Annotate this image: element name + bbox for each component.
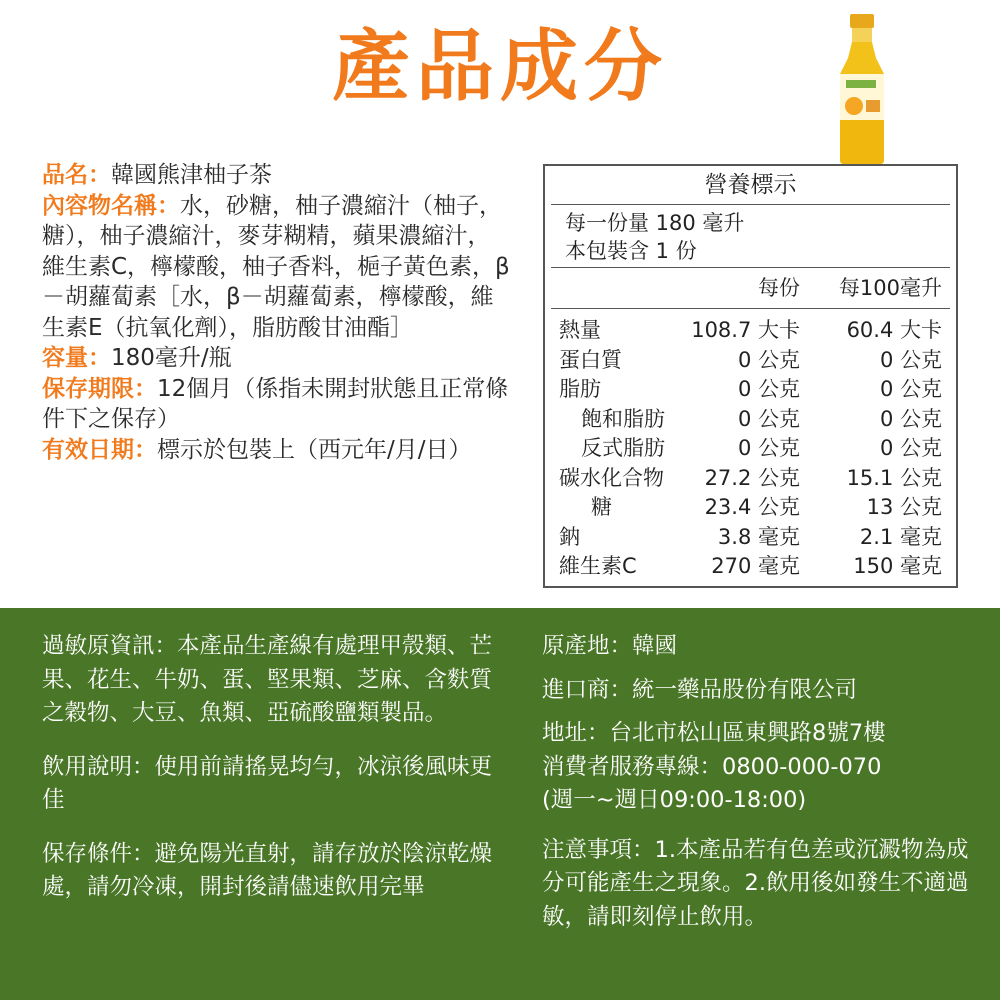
nutrition-row <box>551 552 950 582</box>
storage-info: 保存條件：避免陽光直射，請存放於陰涼乾燥處，請勿冷凍，開封後請儘速飲用完畢 <box>42 840 493 900</box>
nutrient-per-100ml: 2.1 毫克 <box>859 524 942 549</box>
nutrient-per-serving: 27.2 公克 <box>704 465 800 490</box>
product-info <box>42 160 512 465</box>
nutrient-name: 脂肪 <box>559 377 601 401</box>
nutrition-rows <box>551 309 950 582</box>
nutrient-per-serving: 270 毫克 <box>711 554 800 578</box>
page-title: 產品成分 <box>331 22 668 112</box>
nutrient-per-serving: 0 公克 <box>737 377 800 401</box>
bottle-image <box>836 14 888 164</box>
col-per-serving: 每份 <box>758 276 800 300</box>
product-contents: 內容物名稱：水，砂糖，柚子濃縮汁（柚子，糖），柚子濃縮汁，麥芽糊精，蘋果濃縮汁，維生素C，檸檬酸，柚子香料，梔子黃色素，β－胡蘿蔔素［水，β－胡蘿蔔素，檸檬酸，維生素E（抗氧化劑），脂肪酸甘油酯］ <box>42 192 510 341</box>
product-shelf-life: 保存期限：12個月（係指未開封狀態且正常條件下之保存） <box>42 375 509 432</box>
nutrient-name: 碳水化合物 <box>559 465 664 490</box>
serving-size: 每一份量 180 毫升 <box>565 211 745 235</box>
nutrition-row <box>551 316 950 346</box>
usage-info: 飲用說明：使用前請搖晃均勻，冰涼後風味更佳 <box>42 753 493 813</box>
nutrient-name: 熱量 <box>559 318 601 342</box>
nutrient-per-100ml: 60.4 大卡 <box>846 318 942 342</box>
nutrition-row <box>551 464 950 494</box>
serving-info <box>551 205 950 268</box>
nutrient-per-serving: 0 公克 <box>737 436 800 460</box>
nutrient-name: 維生素C <box>559 554 637 578</box>
product-volume: 容量：180毫升/瓶 <box>42 345 232 371</box>
nutrient-name: 反式脂肪 <box>581 436 665 460</box>
notes-right <box>542 630 972 934</box>
nutrition-row <box>551 346 950 376</box>
nutrition-header: 營養標示 <box>551 166 950 205</box>
nutrient-per-serving: 23.4 公克 <box>704 495 800 519</box>
origin-info: 原產地：韓國 <box>542 633 678 659</box>
nutrient-per-100ml: 0 公克 <box>879 347 942 372</box>
nutrition-row <box>551 375 950 405</box>
nutrient-name: 飽和脂肪 <box>581 406 665 431</box>
product-expiry: 有效日期：標示於包裝上（西元年/月/日） <box>42 436 472 463</box>
servings-per-pack: 本包裝含 1 份 <box>565 239 697 263</box>
nutrient-per-100ml: 13 公克 <box>866 495 942 519</box>
nutrient-per-100ml: 150 毫克 <box>853 554 942 578</box>
nutrient-name: 鈉 <box>559 524 580 549</box>
nutrient-per-serving: 0 公克 <box>737 347 800 372</box>
nutrient-per-100ml: 15.1 公克 <box>846 465 942 490</box>
nutrient-name: 蛋白質 <box>559 347 622 372</box>
nutrient-per-serving: 3.8 毫克 <box>717 524 800 549</box>
hours-info: (週一~週日09:00-18:00) <box>542 787 807 813</box>
nutrient-name: 糖 <box>591 495 612 519</box>
notice-info: 注意事項：1.本產品若有色差或沉澱物為成分可能產生之現象。2.飲用後如發生不適過敏，請即刻停止飲用。 <box>542 836 969 930</box>
address-info: 地址：台北市松山區東興路8號7樓 <box>542 720 886 746</box>
nutrition-row <box>551 434 950 464</box>
importer-info: 進口商：統一藥品股份有限公司 <box>542 676 858 703</box>
nutrient-per-100ml: 0 公克 <box>879 406 942 431</box>
nutrient-per-100ml: 0 公克 <box>879 377 942 401</box>
nutrition-panel <box>543 164 958 588</box>
nutrient-per-serving: 0 公克 <box>737 406 800 431</box>
nutrient-per-100ml: 0 公克 <box>879 436 942 460</box>
nutrition-row <box>551 493 950 523</box>
allergen-info: 過敏原資訊：本產品生產線有處理甲殼類、芒果、花生、牛奶、蛋、堅果類、芝麻、含麩質之穀物、大豆、魚類、亞硫酸鹽類製品。 <box>42 633 493 726</box>
nutrition-row <box>551 523 950 553</box>
hotline-info: 消費者服務專線：0800-000-070 <box>542 753 882 780</box>
product-name: 品名：韓國熊津柚子茶 <box>42 162 272 188</box>
nutrient-per-serving: 108.7 大卡 <box>691 318 800 342</box>
nutrition-columns <box>551 268 950 309</box>
nutrition-row <box>551 405 950 435</box>
col-per-100ml: 每100毫升 <box>838 276 942 300</box>
notes-left <box>42 630 502 905</box>
